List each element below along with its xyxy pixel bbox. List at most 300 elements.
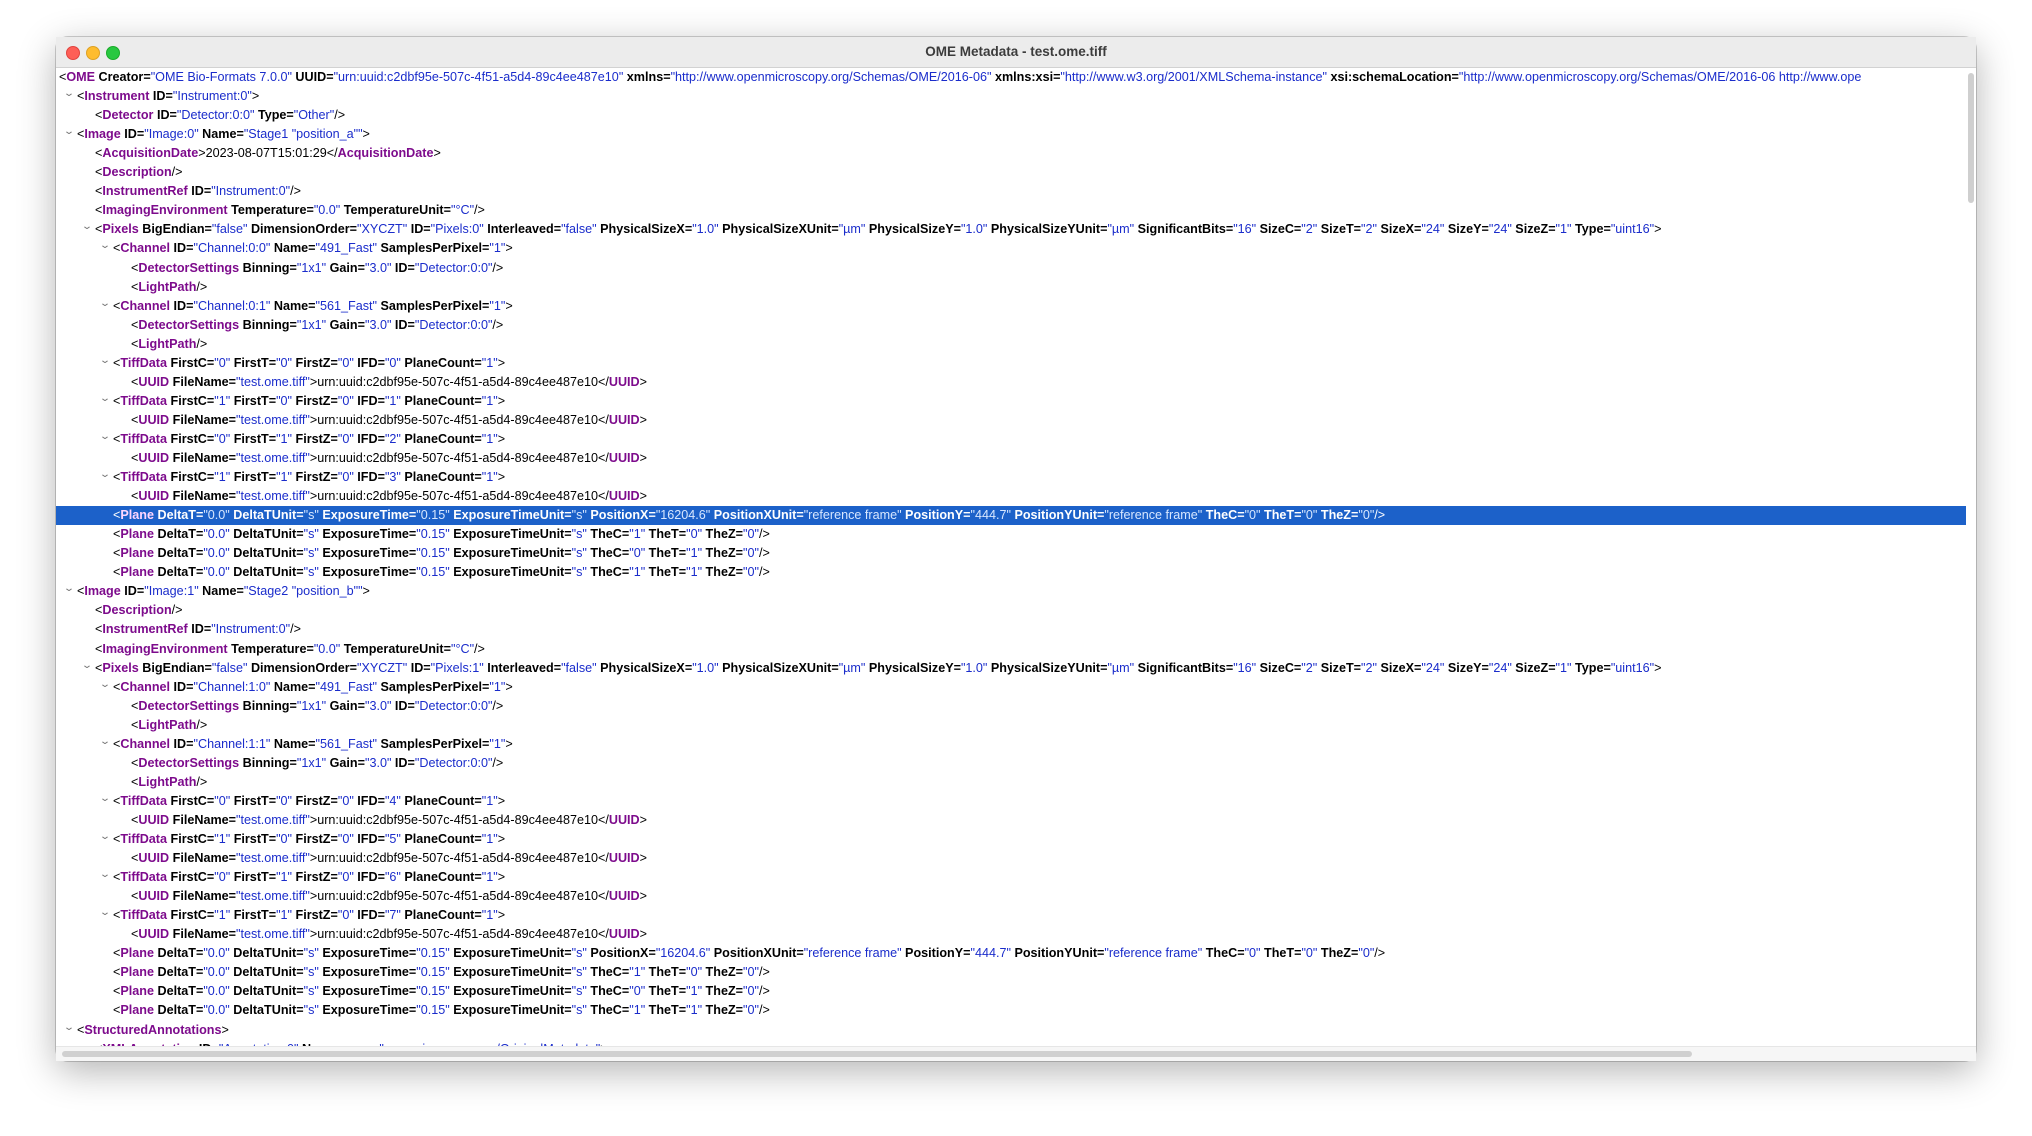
xml-attribute-name: DeltaT= xyxy=(153,546,204,561)
xml-tag-name: StructuredAnnotations xyxy=(84,1022,222,1037)
xml-attribute-value: "Stage2 "position_b"" xyxy=(243,584,363,599)
xml-punctuation: > xyxy=(1654,222,1662,237)
xml-attribute-name: TheC= xyxy=(1202,508,1245,523)
tree-row[interactable] xyxy=(56,563,1966,582)
xml-attribute-name: PlaneCount= xyxy=(400,793,482,808)
xml-attribute-value: "4" xyxy=(384,793,401,808)
title-bar xyxy=(56,37,1976,68)
xml-attribute-value: "false" xyxy=(211,660,248,675)
tree-row[interactable] xyxy=(56,640,1966,659)
xml-attribute-name: DeltaT= xyxy=(153,946,204,961)
xml-punctuation: /> xyxy=(758,984,770,999)
xml-punctuation: < xyxy=(131,927,139,942)
xml-attribute-name: ExposureTime= xyxy=(318,546,417,561)
xml-attribute-value: "1" xyxy=(214,470,231,485)
xml-punctuation: > xyxy=(198,146,206,161)
xml-attribute-value: "s" xyxy=(303,527,319,542)
xml-tag-name: OME xyxy=(66,70,96,84)
xml-node-text xyxy=(131,697,503,716)
tree-row[interactable] xyxy=(56,335,1966,354)
tree-row[interactable] xyxy=(56,468,1966,487)
xml-tag-name: DetectorSettings xyxy=(138,698,240,713)
tree-row[interactable] xyxy=(56,735,1966,754)
tree-row[interactable] xyxy=(56,716,1966,735)
xml-punctuation: < xyxy=(95,641,103,656)
tree-row[interactable] xyxy=(56,87,1966,106)
xml-punctuation: /> xyxy=(196,774,208,789)
xml-attribute-value: "0" xyxy=(743,565,759,580)
xml-attribute-value: "1" xyxy=(384,393,401,408)
xml-text-content: 2023-08-07T15:01:29 xyxy=(205,146,327,161)
xml-attribute-name: TheT= xyxy=(645,1003,687,1018)
xml-node-text xyxy=(113,735,513,754)
tree-row[interactable] xyxy=(56,1001,1966,1020)
disclosure-chevron-icon[interactable]: ⌄ xyxy=(99,869,111,881)
tree-row[interactable] xyxy=(56,773,1966,792)
xml-attribute-name: IFD= xyxy=(353,908,385,923)
xml-node-text xyxy=(95,640,485,659)
xml-punctuation: < xyxy=(113,965,121,980)
tree-row[interactable] xyxy=(56,659,1966,678)
horizontal-scrollbar-thumb[interactable] xyxy=(62,1051,1692,1057)
xml-attribute-name: xmlns= xyxy=(623,70,671,84)
xml-punctuation: > xyxy=(639,412,647,427)
xml-punctuation: < xyxy=(95,203,103,218)
xml-tag-name: TiffData xyxy=(120,832,168,846)
tree-row[interactable] xyxy=(56,144,1966,163)
xml-tag-name: InstrumentRef xyxy=(102,184,188,199)
xml-attribute-value: "0.0" xyxy=(203,565,230,580)
xml-attribute-name: Name= xyxy=(270,241,316,256)
xml-attribute-value: "1" xyxy=(481,431,498,446)
disclosure-chevron-icon[interactable]: ⌄ xyxy=(99,735,111,747)
xml-attribute-value: "s" xyxy=(303,546,319,561)
disclosure-chevron-icon[interactable]: ⌄ xyxy=(99,430,111,442)
disclosure-chevron-icon[interactable]: ⌄ xyxy=(81,659,93,671)
xml-attribute-name: xmlns:xsi= xyxy=(991,70,1061,84)
xml-attribute-value: "Pixels:0" xyxy=(430,222,484,237)
tree-row[interactable] xyxy=(56,849,1966,868)
xml-attribute-name: PlaneCount= xyxy=(400,908,482,923)
xml-attribute-name: ID= xyxy=(170,241,194,256)
xml-tag-name: ImagingEnvironment xyxy=(102,203,228,218)
tree-row[interactable] xyxy=(56,182,1966,201)
xml-attribute-name: FirstC= xyxy=(167,393,215,408)
xml-attribute-name: Name= xyxy=(270,736,316,751)
xml-attribute-name: TheC= xyxy=(586,984,630,999)
disclosure-chevron-icon[interactable]: ⌄ xyxy=(63,1021,75,1033)
xml-punctuation: > xyxy=(251,89,260,104)
xml-node-text xyxy=(95,620,301,639)
xml-attribute-value: "false" xyxy=(211,222,248,237)
disclosure-chevron-icon[interactable]: ⌄ xyxy=(99,240,111,252)
xml-attribute-value: "0" xyxy=(337,908,354,923)
xml-punctuation: < xyxy=(131,851,139,866)
xml-node-text xyxy=(131,887,647,906)
xml-attribute-value: "0" xyxy=(1301,946,1318,961)
xml-tag-name: UUID xyxy=(608,489,640,504)
disclosure-chevron-icon[interactable]: ⌄ xyxy=(99,392,111,404)
xml-punctuation: /> xyxy=(492,260,504,275)
tree-row[interactable] xyxy=(56,525,1966,544)
xml-node-text xyxy=(113,392,505,411)
tree-row[interactable] xyxy=(56,68,1966,87)
tree-row[interactable] xyxy=(56,544,1966,563)
xml-attribute-name: FirstZ= xyxy=(292,393,338,408)
xml-tag-name: UUID xyxy=(138,412,170,427)
xml-attribute-name: IFD= xyxy=(353,431,385,446)
xml-attribute-value: "16204.6" xyxy=(655,946,711,961)
tree-row[interactable] xyxy=(56,506,1966,525)
xml-attribute-name: ExposureTimeUnit= xyxy=(449,565,572,580)
xml-punctuation: < xyxy=(113,393,121,408)
xml-attribute-value: "1" xyxy=(481,870,498,885)
xml-attribute-name: Binning= xyxy=(239,317,297,332)
xml-attribute-name: PositionX= xyxy=(586,508,656,523)
disclosure-chevron-icon[interactable]: ⌄ xyxy=(63,583,75,595)
xml-attribute-value: "0.15" xyxy=(416,527,450,542)
xml-node-text xyxy=(95,182,301,201)
xml-attribute-name: SizeC= xyxy=(1256,222,1302,237)
xml-attribute-value: "false" xyxy=(561,660,597,675)
xml-tag-name: UUID xyxy=(138,374,170,389)
xml-attribute-name: ExposureTimeUnit= xyxy=(449,527,572,542)
xml-attribute-name: FirstT= xyxy=(230,870,277,885)
xml-attribute-name: PlaneCount= xyxy=(400,355,482,370)
xml-attribute-name: TheZ= xyxy=(702,546,743,561)
tree-row[interactable] xyxy=(56,868,1966,887)
xml-attribute-name: DeltaTUnit= xyxy=(229,984,304,999)
tree-row[interactable] xyxy=(56,792,1966,811)
xml-attribute-value: "7" xyxy=(384,908,401,923)
tree-row[interactable] xyxy=(56,487,1966,506)
xml-punctuation: > xyxy=(639,374,647,389)
xml-attribute-name: DeltaT= xyxy=(153,1003,204,1018)
xml-attribute-value: "0.0" xyxy=(203,946,230,961)
disclosure-chevron-icon[interactable]: ⌄ xyxy=(63,88,75,100)
xml-tag-name: UUID xyxy=(138,927,170,942)
xml-attribute-name: ID= xyxy=(391,260,415,275)
tree-row[interactable] xyxy=(56,620,1966,639)
xml-punctuation: </ xyxy=(597,412,609,427)
xml-punctuation: </ xyxy=(597,451,609,465)
xml-attribute-value: "Image:1" xyxy=(144,584,199,599)
xml-punctuation: < xyxy=(113,565,121,580)
xml-attribute-value: "http://www.openmicroscopy.org/Schemas/OME/2016-06 http://www.ope xyxy=(1458,70,1862,84)
xml-tag-name: TiffData xyxy=(120,470,168,485)
xml-attribute-value: "0" xyxy=(1244,508,1261,523)
xml-tag-name: DetectorSettings xyxy=(138,260,240,275)
xml-attribute-value: "°C" xyxy=(450,641,475,656)
xml-punctuation: /> xyxy=(758,1003,770,1018)
xml-punctuation: < xyxy=(131,774,139,789)
xml-tag-name: TiffData xyxy=(120,908,168,923)
tree-row[interactable] xyxy=(56,1021,1966,1040)
xml-attribute-name: FileName= xyxy=(169,927,237,942)
xml-attribute-name: ID= xyxy=(170,679,194,694)
tree-row[interactable] xyxy=(56,811,1966,830)
xml-attribute-name: TheZ= xyxy=(702,527,743,542)
tree-row[interactable] xyxy=(56,601,1966,620)
xml-punctuation: /> xyxy=(196,279,208,294)
xml-attribute-value: "Image:0" xyxy=(144,127,199,142)
xml-node-text xyxy=(113,563,770,582)
tree-row[interactable] xyxy=(56,316,1966,335)
xml-punctuation: > xyxy=(497,393,506,408)
xml-attribute-value: "0.0" xyxy=(203,527,230,542)
xml-tag-name: Plane xyxy=(120,965,154,980)
xml-node-text xyxy=(59,68,1861,87)
xml-attribute-name: TheZ= xyxy=(1317,946,1359,961)
tree-row[interactable] xyxy=(56,582,1966,601)
xml-node-text xyxy=(131,716,207,735)
xml-attribute-value: "s" xyxy=(303,984,319,999)
xml-attribute-value: "444.7" xyxy=(970,946,1011,961)
xml-attribute-value: "0" xyxy=(629,984,646,999)
xml-attribute-value: "16" xyxy=(1233,660,1257,675)
xml-punctuation: < xyxy=(95,146,103,161)
tree-row[interactable] xyxy=(56,697,1966,716)
xml-attribute-name: PhysicalSizeYUnit= xyxy=(987,660,1108,675)
xml-attribute-name: PhysicalSizeX= xyxy=(596,222,693,237)
xml-punctuation: > xyxy=(221,1022,229,1037)
xml-attribute-name: SignificantBits= xyxy=(1134,660,1234,675)
xml-attribute-name: DimensionOrder= xyxy=(247,660,357,675)
xml-attribute-name: DimensionOrder= xyxy=(247,222,357,237)
xml-attribute-name: Gain= xyxy=(326,755,365,770)
xml-attribute-value: "24" xyxy=(1488,660,1512,675)
tree-row[interactable] xyxy=(56,278,1966,297)
xml-attribute-name: FileName= xyxy=(169,412,237,427)
xml-attribute-name: FirstC= xyxy=(167,793,215,808)
xml-node-text xyxy=(131,754,503,773)
xml-punctuation: /> xyxy=(196,717,208,732)
xml-attribute-value: "°C" xyxy=(450,203,475,218)
xml-punctuation: < xyxy=(131,336,139,351)
xml-attribute-name: FirstZ= xyxy=(292,832,338,846)
disclosure-chevron-icon[interactable]: ⌄ xyxy=(99,354,111,366)
xml-tag-name: TiffData xyxy=(120,431,168,446)
horizontal-scrollbar-track[interactable] xyxy=(56,1046,1976,1061)
disclosure-chevron-icon[interactable]: ⌄ xyxy=(99,907,111,919)
xml-attribute-value: "0" xyxy=(276,832,293,846)
xml-attribute-name: FileName= xyxy=(169,812,237,827)
xml-attribute-value: "0" xyxy=(629,546,646,561)
xml-attribute-value: "reference frame" xyxy=(1104,946,1203,961)
xml-tree-view[interactable] xyxy=(56,68,1966,1047)
xml-attribute-name: SizeY= xyxy=(1444,660,1489,675)
tree-row[interactable] xyxy=(56,411,1966,430)
xml-attribute-value: "0" xyxy=(1301,508,1318,523)
xml-tag-name: AcquisitionDate xyxy=(102,146,199,161)
xml-attribute-name: ExposureTimeUnit= xyxy=(449,965,572,980)
tree-row[interactable] xyxy=(56,887,1966,906)
xml-attribute-value: "1" xyxy=(686,565,703,580)
xml-attribute-name: FirstZ= xyxy=(292,355,338,370)
xml-attribute-value: "1" xyxy=(489,679,506,694)
xml-attribute-value: "1x1" xyxy=(296,260,327,275)
xml-attribute-name: PlaneCount= xyxy=(400,832,482,846)
xml-attribute-value: "0.0" xyxy=(203,984,230,999)
xml-attribute-value: "0.15" xyxy=(416,984,450,999)
xml-attribute-value: "test.ome.tiff" xyxy=(236,812,310,827)
tree-row[interactable] xyxy=(56,297,1966,316)
xml-attribute-name: FileName= xyxy=(169,489,237,504)
disclosure-chevron-icon[interactable]: ⌄ xyxy=(81,221,93,233)
xml-attribute-name: ID= xyxy=(407,222,431,237)
xml-attribute-name: DeltaTUnit= xyxy=(229,1003,304,1018)
tree-row[interactable] xyxy=(56,678,1966,697)
xml-tag-name: Image xyxy=(84,127,121,142)
xml-attribute-value: "reference frame" xyxy=(803,508,902,523)
xml-punctuation: < xyxy=(77,89,85,104)
tree-row[interactable] xyxy=(56,449,1966,468)
tree-row[interactable] xyxy=(56,239,1966,258)
xml-tag-name: Channel xyxy=(120,241,171,256)
xml-attribute-name: Gain= xyxy=(326,260,365,275)
tree-row[interactable] xyxy=(56,373,1966,392)
xml-attribute-value: "s" xyxy=(571,508,587,523)
xml-attribute-value: "uint16" xyxy=(1610,660,1655,675)
tree-row[interactable] xyxy=(56,163,1966,182)
tree-row[interactable] xyxy=(56,354,1966,373)
xml-punctuation: > xyxy=(639,851,647,866)
tree-row[interactable] xyxy=(56,259,1966,278)
tree-row[interactable] xyxy=(56,392,1966,411)
tree-row[interactable] xyxy=(56,220,1966,239)
xml-attribute-name: ID= xyxy=(187,622,212,637)
xml-attribute-name: TheZ= xyxy=(702,1003,743,1018)
xml-attribute-value: "1" xyxy=(214,393,231,408)
xml-attribute-value: "0" xyxy=(276,793,293,808)
xml-attribute-value: "24" xyxy=(1421,222,1445,237)
disclosure-chevron-icon[interactable]: ⌄ xyxy=(99,678,111,690)
tree-row[interactable] xyxy=(56,754,1966,773)
disclosure-chevron-icon[interactable]: ⌄ xyxy=(99,831,111,842)
xml-node-text xyxy=(95,220,1661,239)
xml-attribute-name: Name= xyxy=(198,127,244,142)
xml-tag-name: Image xyxy=(84,584,121,599)
xml-node-text xyxy=(131,487,647,506)
xml-tag-name: DetectorSettings xyxy=(138,755,240,770)
tree-row[interactable] xyxy=(56,925,1966,944)
xml-attribute-name: DeltaTUnit= xyxy=(229,565,304,580)
disclosure-chevron-icon[interactable]: ⌄ xyxy=(99,792,111,804)
xml-attribute-value: "3.0" xyxy=(364,755,392,770)
xml-punctuation: < xyxy=(95,603,103,618)
xml-attribute-name: Gain= xyxy=(326,317,365,332)
xml-attribute-name: PhysicalSizeY= xyxy=(865,222,961,237)
xml-tag-name: UUID xyxy=(608,812,640,827)
xml-tag-name: UUID xyxy=(138,889,170,904)
xml-attribute-name: UUID= xyxy=(291,70,334,84)
xml-attribute-name: TemperatureUnit= xyxy=(340,203,451,218)
xml-attribute-value: "2" xyxy=(1301,222,1318,237)
tree-row[interactable] xyxy=(56,906,1966,925)
disclosure-chevron-icon[interactable]: ⌄ xyxy=(99,469,111,481)
tree-row[interactable] xyxy=(56,430,1966,449)
disclosure-chevron-icon[interactable]: ⌄ xyxy=(99,297,111,309)
xml-node-text xyxy=(131,811,647,830)
tree-row[interactable] xyxy=(56,830,1966,849)
xml-attribute-value: "0" xyxy=(743,1003,759,1018)
xml-tag-name: TiffData xyxy=(120,870,168,885)
xml-attribute-name: SamplesPerPixel= xyxy=(376,679,490,694)
xml-attribute-value: "1.0" xyxy=(960,222,988,237)
xml-attribute-value: "0" xyxy=(337,793,354,808)
xml-attribute-name: SizeY= xyxy=(1444,222,1489,237)
xml-attribute-value: "1" xyxy=(489,298,506,313)
xml-attribute-value: "6" xyxy=(384,870,401,885)
xml-punctuation: </ xyxy=(597,889,609,904)
xml-attribute-name: IFD= xyxy=(353,393,385,408)
xml-node-text xyxy=(131,278,207,297)
tree-row[interactable] xyxy=(56,106,1966,125)
xml-attribute-value: "0" xyxy=(743,527,759,542)
xml-attribute-name: TheZ= xyxy=(1317,508,1359,523)
xml-attribute-value: "0" xyxy=(214,870,231,885)
xml-attribute-value: "2" xyxy=(1361,222,1377,237)
xml-attribute-name: PositionYUnit= xyxy=(1010,946,1105,961)
tree-row[interactable] xyxy=(56,201,1966,220)
xml-attribute-value: "OME Bio-Formats 7.0.0" xyxy=(150,70,292,84)
xml-text-content: urn:uuid:c2dbf95e-507c-4f51-a5d4-89c4ee487e10 xyxy=(317,489,598,504)
xml-punctuation: > xyxy=(1654,660,1662,675)
xml-tag-name: UUID xyxy=(608,927,640,942)
xml-attribute-value: "3.0" xyxy=(364,698,392,713)
xml-tag-name: Description xyxy=(102,603,172,618)
vertical-scrollbar[interactable] xyxy=(1968,73,1974,203)
xml-attribute-name: ID= xyxy=(187,184,212,199)
xml-punctuation: < xyxy=(131,260,139,275)
xml-punctuation: > xyxy=(433,146,441,161)
xml-attribute-value: "0" xyxy=(337,832,354,846)
xml-punctuation: < xyxy=(77,1022,85,1037)
tree-row[interactable] xyxy=(56,125,1966,144)
xml-tag-name: Plane xyxy=(120,508,154,523)
xml-punctuation: > xyxy=(362,127,370,142)
xml-text-content: urn:uuid:c2dbf95e-507c-4f51-a5d4-89c4ee487e10 xyxy=(317,889,598,904)
xml-attribute-value: "0" xyxy=(743,546,759,561)
xml-attribute-name: ExposureTimeUnit= xyxy=(449,508,572,523)
xml-node-text xyxy=(77,87,259,106)
xml-attribute-name: ID= xyxy=(170,298,194,313)
tree-row[interactable] xyxy=(56,963,1966,982)
xml-tag-name: InstrumentRef xyxy=(102,622,188,637)
xml-attribute-value: "0" xyxy=(337,470,354,485)
tree-row[interactable] xyxy=(56,944,1966,963)
disclosure-chevron-icon[interactable]: ⌄ xyxy=(63,126,75,138)
xml-tag-name: UUID xyxy=(138,812,170,827)
xml-text-content: urn:uuid:c2dbf95e-507c-4f51-a5d4-89c4ee487e10 xyxy=(317,451,598,465)
xml-attribute-name: PhysicalSizeX= xyxy=(596,660,693,675)
xml-attribute-name: ExposureTimeUnit= xyxy=(449,946,572,961)
xml-attribute-value: "1" xyxy=(481,793,498,808)
xml-tag-name: Plane xyxy=(120,546,154,561)
xml-attribute-name: Type= xyxy=(1571,222,1611,237)
xml-tag-name: TiffData xyxy=(120,355,168,370)
xml-punctuation: < xyxy=(113,946,121,961)
tree-row[interactable] xyxy=(56,982,1966,1001)
xml-attribute-value: "false" xyxy=(561,222,597,237)
xml-attribute-value: "µm" xyxy=(1107,222,1135,237)
xml-punctuation: /> xyxy=(290,622,301,637)
xml-attribute-value: "0" xyxy=(1358,946,1375,961)
xml-punctuation: < xyxy=(59,70,67,84)
xml-punctuation: < xyxy=(113,298,121,313)
xml-attribute-name: TheC= xyxy=(586,546,630,561)
xml-attribute-value: "test.ome.tiff" xyxy=(236,889,310,904)
